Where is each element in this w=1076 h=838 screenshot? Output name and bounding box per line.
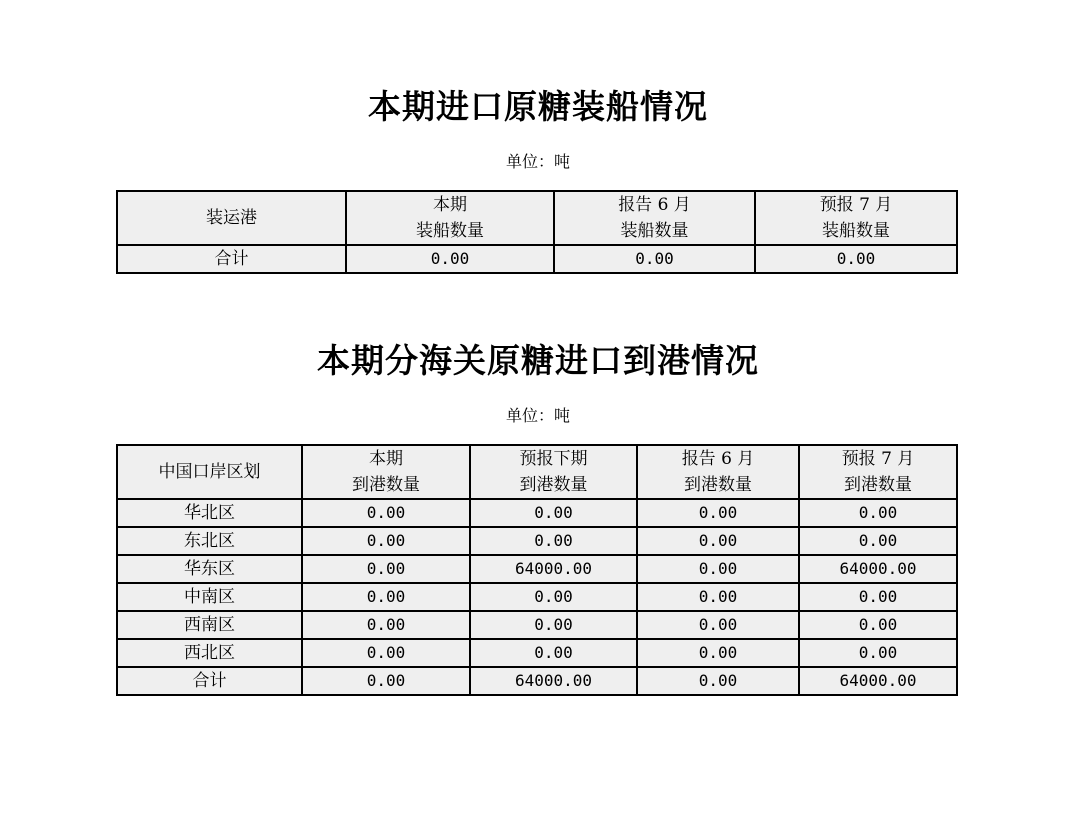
header-label: 本期: [369, 449, 403, 469]
cell-value: 0.00: [302, 667, 470, 695]
header-june-loading-qty: [554, 191, 755, 245]
header-label: 报告 6 月: [618, 195, 691, 215]
cell-value: 0.00: [637, 639, 799, 667]
table-row: [117, 555, 957, 583]
cell-value: 0.00: [470, 583, 637, 611]
row-label: 西南区: [117, 611, 302, 639]
shipment-unit-label: 单位：吨: [505, 152, 570, 171]
cell-value: 64000.00: [470, 555, 637, 583]
cell-value: 0.00: [302, 499, 470, 527]
cell-value: 0.00: [470, 499, 637, 527]
header-label: 报告 6 月: [681, 449, 755, 469]
shipment-table: [116, 190, 958, 274]
cell-value: 0.00: [302, 611, 470, 639]
row-label: 东北区: [117, 527, 302, 555]
cell-value: 64000.00: [799, 667, 957, 695]
cell-value: 0.00: [302, 639, 470, 667]
header-july-forecast-arrival-qty: [799, 445, 957, 499]
header-label: 中国口岸区划: [158, 462, 261, 482]
header-sublabel: 到港数量: [844, 475, 912, 495]
header-port-region: [117, 445, 302, 499]
header-label: 本期: [433, 195, 467, 215]
table-row: [117, 499, 957, 527]
header-label: 预报 7 月: [841, 449, 915, 469]
table-row: [117, 527, 957, 555]
table-row: [117, 611, 957, 639]
cell-value: 0.00: [799, 639, 957, 667]
header-sublabel: 到港数量: [519, 475, 588, 495]
header-label: 预报下期: [519, 449, 588, 469]
cell-value: 0.00: [799, 583, 957, 611]
cell-value: 0.00: [799, 527, 957, 555]
header-sublabel: 到港数量: [684, 475, 752, 495]
cell-value: 64000.00: [799, 555, 957, 583]
cell-value: 0.00: [799, 611, 957, 639]
header-sublabel: 装船数量: [620, 221, 689, 241]
header-current-arrival-qty: [302, 445, 470, 499]
header-sublabel: 装船数量: [416, 221, 484, 241]
cell-value: 64000.00: [470, 667, 637, 695]
row-label: 合计: [117, 245, 346, 273]
arrival-table-title: 本期分海关原糖进口到港情况: [317, 341, 759, 380]
header-next-period-forecast-arrival-qty: [470, 445, 637, 499]
table-row: [117, 583, 957, 611]
cell-value: 0.00: [302, 527, 470, 555]
header-june-arrival-qty: [637, 445, 799, 499]
header-current-loading-qty: [346, 191, 554, 245]
row-label: 华北区: [117, 499, 302, 527]
row-label: 西北区: [117, 639, 302, 667]
cell-value: 0.00: [637, 527, 799, 555]
shipment-table-title: 本期进口原糖装船情况: [368, 87, 708, 126]
header-sublabel: 装船数量: [822, 221, 890, 241]
header-july-forecast-loading-qty: [755, 191, 957, 245]
cell-value: 0.00: [470, 527, 637, 555]
cell-value: 0.00: [470, 639, 637, 667]
header-label: 装运港: [206, 208, 257, 228]
arrival-unit-label: 单位：吨: [505, 406, 570, 425]
row-label: 华东区: [117, 555, 302, 583]
cell-value: 0.00: [346, 245, 554, 273]
arrival-table: [116, 444, 958, 696]
table-row: [117, 639, 957, 667]
header-sublabel: 到港数量: [352, 475, 420, 495]
header-label: 预报 7 月: [819, 195, 893, 215]
table-row: [117, 667, 957, 695]
header-port-of-loading: [117, 191, 346, 245]
table-row: [117, 245, 957, 273]
cell-value: 0.00: [302, 583, 470, 611]
cell-value: 0.00: [637, 555, 799, 583]
cell-value: 0.00: [302, 555, 470, 583]
row-label: 合计: [117, 667, 302, 695]
cell-value: 0.00: [637, 667, 799, 695]
cell-value: 0.00: [637, 611, 799, 639]
table-header-row: [117, 191, 957, 245]
cell-value: 0.00: [799, 499, 957, 527]
cell-value: 0.00: [755, 245, 957, 273]
cell-value: 0.00: [554, 245, 755, 273]
cell-value: 0.00: [470, 611, 637, 639]
row-label: 中南区: [117, 583, 302, 611]
cell-value: 0.00: [637, 583, 799, 611]
table-header-row: [117, 445, 957, 499]
cell-value: 0.00: [637, 499, 799, 527]
